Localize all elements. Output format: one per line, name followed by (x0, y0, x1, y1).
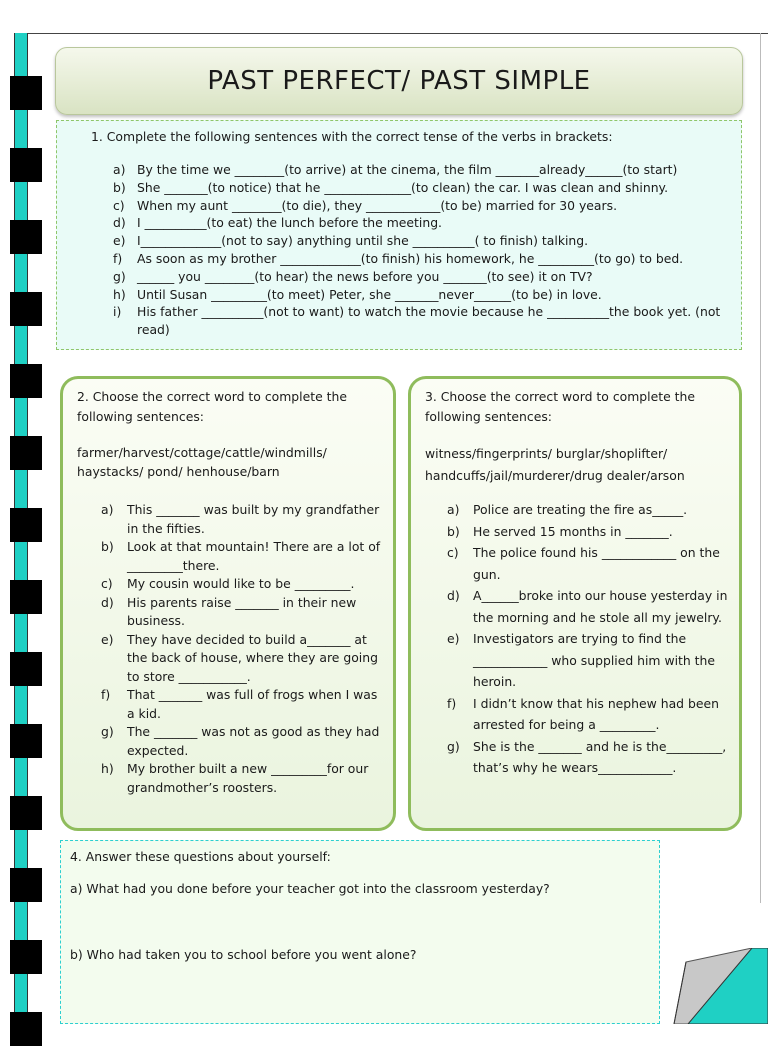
binding-ring (10, 148, 42, 182)
list-item: c) When my aunt ________(to die), they ____________(to be) married for 30 years. (113, 197, 618, 213)
binding-ring (10, 796, 42, 830)
list-item: f) That _______ was full of frogs when I was a kid. (101, 687, 378, 721)
list-item: c) The police found his ____________ on the gun. (447, 545, 720, 582)
list-item: h) My brother built a new _________for our grandmother’s roosters. (101, 761, 369, 795)
list-item: d) I __________(to eat) the lunch before the meeting. (113, 215, 442, 231)
exercise-1-list (113, 161, 733, 339)
binding-ring (10, 940, 42, 974)
page-curl-decoration (668, 948, 768, 1024)
list-item: b) She _______(to notice) that he ______________(to clean) the car. I was clean and shinny. (113, 179, 669, 195)
exercise-3-instruction: 3. Choose the correct word to complete the following sentences: (425, 389, 695, 424)
exercise-2-word-bank: farmer/harvest/cottage/cattle/windmills/ haystacks/ pond/ henhouse/barn (77, 445, 327, 479)
list-item: d) His parents raise _______ in their new business. (101, 594, 357, 628)
list-item: e) Investigators are trying to find the ____________ who supplied him with the heroin. (447, 631, 716, 689)
list-item: i) His father __________(not to want) to watch the movie because he __________the book yet. (not read) (113, 304, 721, 338)
binding-ring (10, 724, 42, 758)
exercise-2-instruction: 2. Choose the correct word to complete the following sentences: (77, 389, 347, 424)
list-item: a) By the time we ________(to arrive) at the cinema, the film _______already______(to start) (113, 162, 678, 177)
list-item: e) I_____________(not to say) anything until she __________( to finish) talking. (113, 233, 589, 249)
page-right-border (760, 33, 761, 903)
exercise-1-box (56, 120, 742, 350)
binding-ring (10, 1012, 42, 1046)
binding-ring (10, 76, 42, 110)
binding-ring (10, 868, 42, 902)
page-title: PAST PERFECT/ PAST SIMPLE (207, 66, 591, 96)
question-a: a) What had you done before your teacher got into the classroom yesterday? (70, 881, 550, 896)
binding-ring (10, 508, 42, 542)
binding-ring (10, 292, 42, 326)
binding-ring (10, 436, 42, 470)
title-banner (55, 47, 743, 115)
exercise-1-instruction: 1. Complete the following sentences with the correct tense of the verbs in brackets: (91, 129, 613, 144)
list-item: c) My cousin would like to be _________. (101, 576, 355, 591)
exercise-4-instruction: 4. Answer these questions about yourself: (70, 849, 331, 864)
list-item: a) This _______ was built by my grandfather in the fifties. (101, 502, 380, 536)
list-item: g) ______ you ________(to hear) the news before you _______(to see) it on TV? (113, 268, 593, 284)
list-item: e) They have decided to build a_______ at the back of house, where they are going to store ___________. (101, 631, 378, 684)
exercise-3-box (408, 376, 742, 831)
binding-ring (10, 220, 42, 254)
exercise-3-word-bank: witness/fingerprints/ burglar/shoplifter/ handcuffs/jail/murderer/drug dealer/arson (425, 446, 685, 483)
list-item: h) Until Susan _________(to meet) Peter, she _______never______(to be) in love. (113, 286, 602, 302)
binding-ring (10, 652, 42, 686)
list-item: g) The _______ was not as good as they had expected. (101, 724, 380, 758)
list-item: f) I didn’t know that his nephew had been arrested for being a _________. (447, 695, 719, 732)
list-item: g) She is the _______ and he is the_________, that’s why he wears____________. (447, 738, 727, 775)
page-top-border (26, 33, 768, 34)
list-item: f) As soon as my brother _____________(to finish) his homework, he _________(to go) to bed. (113, 250, 684, 266)
binding-ring (10, 580, 42, 614)
exercise-4-box (60, 840, 660, 1024)
exercise-3-list (447, 499, 729, 779)
list-item: b) He served 15 months in _______. (447, 523, 673, 539)
exercise-2-box (60, 376, 396, 831)
list-item: d) A______broke into our house yesterday in the morning and he stole all my jewelry. (447, 588, 728, 625)
list-item: a) Police are treating the fire as_____. (447, 502, 688, 517)
list-item: b) Look at that mountain! There are a lot of _________there. (101, 539, 381, 573)
question-b: b) Who had taken you to school before you went alone? (70, 947, 417, 962)
exercise-2-list (101, 501, 381, 797)
binding-ring (10, 364, 42, 398)
